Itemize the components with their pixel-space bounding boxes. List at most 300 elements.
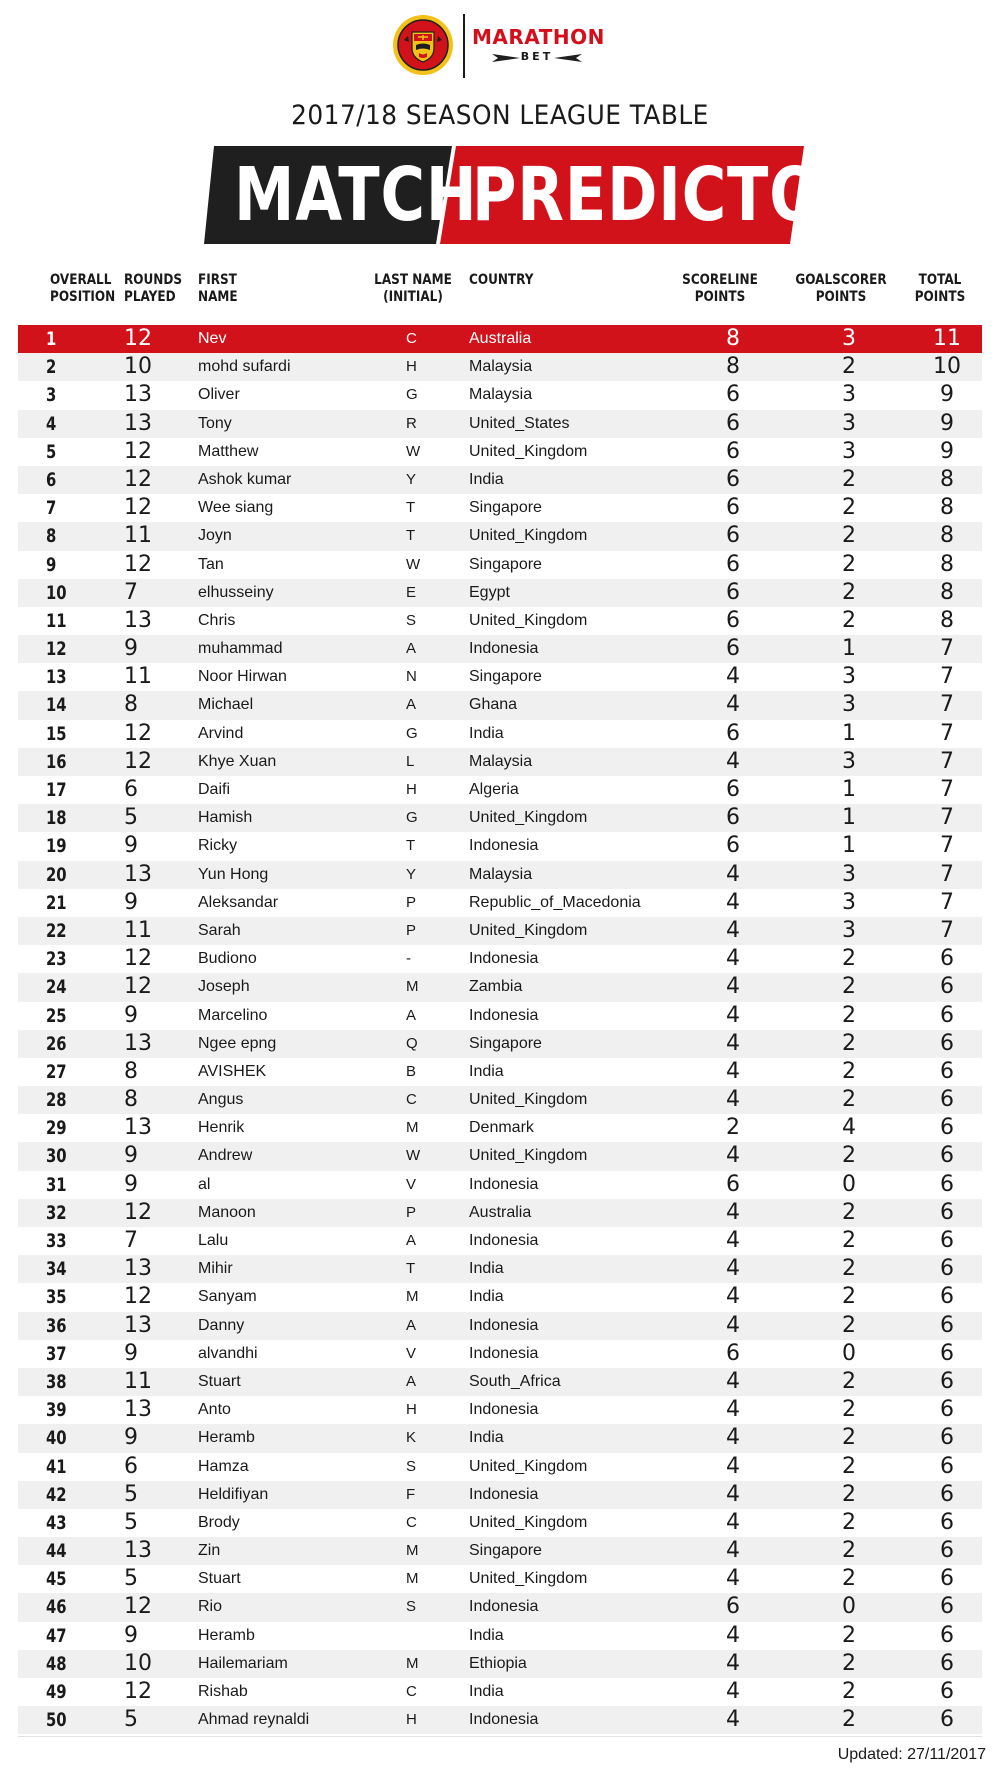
country-cell: Indonesia — [469, 1175, 539, 1193]
league-table — [18, 325, 982, 1734]
first-name-cell: Noor Hirwan — [198, 668, 287, 686]
country-cell: Ghana — [469, 696, 518, 714]
rounds-cell: 12 — [124, 438, 152, 464]
total-points-cell: 8 — [940, 607, 954, 633]
country-cell: Malaysia — [469, 358, 533, 376]
table-row — [18, 1678, 982, 1706]
last-initial-cell: V — [406, 1175, 417, 1193]
last-initial-cell: M — [406, 978, 419, 996]
table-row — [18, 1650, 982, 1678]
scoreline-points-cell: 4 — [726, 1679, 740, 1704]
first-name-cell: Arvind — [198, 724, 244, 742]
club-crest-icon — [392, 14, 454, 76]
table-row — [18, 1114, 982, 1142]
position-cell: 45 — [46, 1568, 67, 1591]
last-initial-cell: L — [406, 752, 415, 770]
goalscorer-points-cell: 1 — [842, 805, 856, 831]
total-points-cell: 9 — [940, 438, 954, 464]
table-row — [18, 1396, 982, 1424]
goalscorer-points-cell: 2 — [842, 1368, 856, 1394]
rounds-cell: 11 — [124, 1368, 152, 1394]
position-cell: 27 — [46, 1060, 67, 1083]
total-points-cell: 10 — [933, 354, 961, 380]
table-row — [18, 748, 982, 776]
total-points-cell: 7 — [940, 636, 954, 662]
goalscorer-points-cell: 2 — [842, 1256, 856, 1282]
total-points-cell: 6 — [940, 1453, 954, 1479]
first-name-cell: Joyn — [198, 527, 232, 545]
table-row — [18, 1030, 982, 1058]
country-cell: Singapore — [469, 1034, 542, 1052]
total-points-cell: 6 — [940, 1679, 954, 1704]
first-name-cell: Ngee epng — [198, 1034, 277, 1052]
table-row — [18, 776, 982, 804]
rounds-cell: 5 — [124, 1566, 138, 1592]
first-name-cell: Rishab — [198, 1683, 248, 1700]
rounds-cell: 12 — [124, 466, 152, 492]
header-rounds: ROUNDS PLAYED — [124, 272, 183, 305]
last-initial-cell: C — [406, 330, 417, 347]
first-name-cell: Chris — [198, 611, 236, 629]
last-initial-cell: V — [406, 1344, 417, 1362]
scoreline-points-cell: 4 — [726, 664, 740, 690]
scoreline-points-cell: 4 — [726, 1397, 740, 1423]
goalscorer-points-cell: 2 — [842, 1453, 856, 1479]
first-name-cell: Hailemariam — [198, 1654, 288, 1672]
banner-right-text: PREDICTOR — [472, 152, 870, 238]
total-points-cell: 6 — [940, 1538, 954, 1564]
goalscorer-points-cell: 2 — [842, 1030, 856, 1056]
table-row — [18, 438, 982, 466]
first-name-cell: Lalu — [198, 1232, 229, 1249]
position-cell: 6 — [46, 468, 57, 491]
total-points-cell: 6 — [940, 1087, 954, 1113]
total-points-cell: 9 — [940, 382, 954, 408]
scoreline-points-cell: 4 — [726, 1256, 740, 1282]
position-cell: 33 — [46, 1230, 67, 1252]
position-cell: 46 — [46, 1596, 67, 1619]
country-cell: Singapore — [469, 668, 542, 686]
last-initial-cell: N — [406, 668, 417, 686]
position-cell: 42 — [46, 1483, 67, 1506]
scoreline-points-cell: 6 — [726, 777, 740, 802]
goalscorer-points-cell: 2 — [842, 1087, 856, 1113]
scoreline-points-cell: 4 — [726, 1143, 740, 1169]
goalscorer-points-cell: 1 — [842, 636, 856, 662]
total-points-cell: 6 — [940, 1650, 954, 1676]
position-cell: 41 — [46, 1455, 67, 1478]
table-row — [18, 1227, 982, 1255]
total-points-cell: 7 — [940, 861, 954, 887]
header-country: COUNTRY — [469, 272, 534, 288]
goalscorer-points-cell: 2 — [842, 1199, 856, 1225]
total-points-cell: 8 — [940, 466, 954, 492]
last-initial-cell: G — [406, 724, 418, 742]
scoreline-points-cell: 6 — [726, 382, 740, 408]
position-cell: 44 — [46, 1540, 67, 1563]
position-cell: 17 — [46, 779, 67, 801]
scoreline-points-cell: 6 — [726, 495, 740, 521]
goalscorer-points-cell: 2 — [842, 1509, 856, 1535]
country-cell: Indonesia — [469, 1598, 539, 1616]
last-initial-cell: C — [406, 1091, 417, 1109]
rounds-cell: 13 — [124, 1397, 152, 1423]
goalscorer-points-cell: 2 — [842, 1143, 856, 1169]
scoreline-points-cell: 4 — [726, 1368, 740, 1394]
rounds-cell: 9 — [124, 636, 138, 662]
first-name-cell: Hamza — [198, 1457, 249, 1475]
rounds-cell: 5 — [124, 1481, 138, 1507]
country-cell: Indonesia — [469, 1006, 539, 1024]
country-cell: Indonesia — [469, 1711, 539, 1729]
position-cell: 5 — [46, 440, 57, 463]
first-name-cell: Danny — [198, 1316, 245, 1334]
scoreline-points-cell: 6 — [726, 1171, 740, 1197]
goalscorer-points-cell: 0 — [842, 1340, 856, 1366]
goalscorer-points-cell: 1 — [842, 833, 856, 859]
first-name-cell: Ashok kumar — [198, 470, 292, 488]
last-initial-cell: P — [406, 893, 417, 911]
position-cell: 14 — [46, 694, 67, 717]
table-row — [18, 1312, 982, 1340]
scoreline-points-cell: 4 — [726, 1509, 740, 1535]
total-points-cell: 6 — [940, 1199, 954, 1225]
scoreline-points-cell: 4 — [726, 889, 740, 915]
goalscorer-points-cell: 3 — [842, 410, 856, 436]
rounds-cell: 5 — [124, 805, 138, 831]
country-cell: Singapore — [469, 555, 542, 573]
country-cell: Egypt — [469, 583, 510, 601]
last-initial-cell: A — [406, 696, 417, 714]
rounds-cell: 8 — [124, 1087, 138, 1113]
scoreline-points-cell: 6 — [726, 720, 740, 746]
scoreline-points-cell: 4 — [726, 1481, 740, 1507]
position-cell: 4 — [46, 412, 57, 435]
scoreline-points-cell: 4 — [726, 1707, 740, 1733]
position-cell: 39 — [46, 1399, 67, 1422]
last-initial-cell: M — [406, 1119, 419, 1137]
table-row — [18, 1509, 982, 1537]
goalscorer-points-cell: 2 — [842, 1284, 856, 1310]
scoreline-points-cell: 6 — [726, 466, 740, 492]
last-initial-cell: S — [406, 611, 417, 629]
goalscorer-points-cell: 3 — [842, 917, 856, 943]
country-cell: India — [469, 1626, 504, 1644]
total-points-cell: 6 — [940, 1143, 954, 1169]
table-row — [18, 1453, 982, 1481]
total-points-cell: 6 — [940, 1509, 954, 1535]
total-points-cell: 6 — [940, 1397, 954, 1423]
table-row — [18, 1424, 982, 1452]
position-cell: 36 — [46, 1314, 67, 1337]
scoreline-points-cell: 4 — [726, 917, 740, 943]
total-points-cell: 7 — [940, 917, 954, 943]
last-initial-cell: - — [406, 950, 411, 968]
table-row — [18, 720, 982, 748]
country-cell: Algeria — [469, 781, 519, 798]
first-name-cell: Nev — [198, 330, 227, 347]
scoreline-points-cell: 6 — [726, 551, 740, 577]
first-name-cell: Zin — [198, 1542, 221, 1560]
position-cell: 2 — [46, 356, 57, 379]
scoreline-points-cell: 4 — [726, 1566, 740, 1592]
first-name-cell: Michael — [198, 696, 254, 714]
rounds-cell: 13 — [124, 861, 152, 887]
position-cell: 26 — [46, 1032, 67, 1055]
last-initial-cell: G — [406, 809, 418, 827]
goalscorer-points-cell: 2 — [842, 1538, 856, 1564]
goalscorer-points-cell: 2 — [842, 1397, 856, 1423]
total-points-cell: 8 — [940, 523, 954, 549]
country-cell: Indonesia — [469, 1232, 539, 1249]
last-initial-cell: T — [406, 527, 416, 545]
rounds-cell: 9 — [124, 1622, 138, 1648]
total-points-cell: 7 — [940, 805, 954, 831]
first-name-cell: AVISHEK — [198, 1062, 267, 1080]
total-points-cell: 7 — [940, 748, 954, 774]
last-initial-cell: S — [406, 1598, 417, 1616]
header-scoreline: SCORELINE POINTS — [682, 272, 758, 305]
last-initial-cell: B — [406, 1062, 417, 1080]
country-cell: United_Kingdom — [469, 527, 588, 545]
position-cell: 40 — [46, 1427, 67, 1450]
rounds-cell: 12 — [124, 326, 152, 351]
last-initial-cell: K — [406, 1429, 417, 1447]
country-cell: Republic_of_Macedonia — [469, 893, 641, 911]
scoreline-points-cell: 6 — [726, 607, 740, 633]
last-initial-cell: T — [406, 837, 416, 855]
country-cell: Australia — [469, 330, 532, 347]
first-name-cell: Manoon — [198, 1203, 256, 1221]
country-cell: Ethiopia — [469, 1654, 527, 1672]
rounds-cell: 13 — [124, 607, 152, 633]
scoreline-points-cell: 4 — [726, 1284, 740, 1310]
country-cell: Singapore — [469, 1542, 542, 1560]
country-cell: United_Kingdom — [469, 1570, 588, 1588]
table-row — [18, 381, 982, 409]
scoreline-points-cell: 6 — [726, 833, 740, 859]
country-cell: Indonesia — [469, 1344, 539, 1362]
rounds-cell: 11 — [124, 664, 152, 690]
total-points-cell: 7 — [940, 720, 954, 746]
country-cell: United_Kingdom — [469, 1147, 588, 1165]
table-row — [18, 466, 982, 494]
country-cell: United_Kingdom — [469, 809, 588, 827]
goalscorer-points-cell: 0 — [842, 1594, 856, 1620]
total-points-cell: 6 — [940, 1707, 954, 1733]
goalscorer-points-cell: 3 — [842, 692, 856, 718]
scoreline-points-cell: 6 — [726, 438, 740, 464]
rounds-cell: 9 — [124, 889, 138, 915]
first-name-cell: mohd sufardi — [198, 358, 291, 376]
banner-left-text: MATCH — [234, 152, 478, 238]
scoreline-points-cell: 4 — [726, 946, 740, 972]
rounds-cell: 13 — [124, 410, 152, 436]
scoreline-points-cell: 4 — [726, 1030, 740, 1056]
goalscorer-points-cell: 3 — [842, 438, 856, 464]
position-cell: 18 — [46, 807, 67, 830]
rounds-cell: 6 — [124, 777, 138, 802]
goalscorer-points-cell: 2 — [842, 1312, 856, 1338]
total-points-cell: 6 — [940, 1594, 954, 1620]
total-points-cell: 6 — [940, 1228, 954, 1253]
header-first-name: FIRST NAME — [198, 272, 238, 305]
last-initial-cell: W — [406, 1147, 421, 1165]
last-initial-cell: Q — [406, 1034, 418, 1052]
country-cell: Singapore — [469, 499, 542, 517]
first-name-cell: Stuart — [198, 1372, 241, 1390]
last-initial-cell: M — [406, 1654, 419, 1672]
scoreline-points-cell: 4 — [726, 861, 740, 887]
last-initial-cell — [406, 1622, 436, 1650]
table-row — [18, 804, 982, 832]
rounds-cell: 13 — [124, 382, 152, 408]
table-row — [18, 635, 982, 663]
sponsor-sub: BET — [520, 50, 554, 63]
country-cell: India — [469, 470, 504, 488]
table-row — [18, 832, 982, 860]
total-points-cell: 6 — [940, 1171, 954, 1197]
country-cell: India — [469, 1288, 504, 1306]
country-cell: India — [469, 1260, 504, 1278]
table-row — [18, 1142, 982, 1170]
rounds-cell: 10 — [124, 354, 152, 380]
goalscorer-points-cell: 2 — [842, 551, 856, 577]
scoreline-points-cell: 8 — [726, 354, 740, 380]
rounds-cell: 13 — [124, 1115, 152, 1141]
last-initial-cell: H — [406, 1401, 417, 1419]
table-row — [18, 691, 982, 719]
position-cell: 31 — [46, 1173, 67, 1196]
country-cell: United_Kingdom — [469, 1457, 588, 1475]
position-cell: 7 — [46, 497, 57, 520]
table-row — [18, 1706, 982, 1734]
goalscorer-points-cell: 0 — [842, 1171, 856, 1197]
total-points-cell: 6 — [940, 974, 954, 1000]
position-cell: 28 — [46, 1089, 67, 1112]
first-name-cell: Heramb — [198, 1429, 255, 1447]
header-position: OVERALL POSITION — [50, 272, 116, 305]
first-name-cell: Wee siang — [198, 499, 274, 517]
scoreline-points-cell: 4 — [726, 1087, 740, 1113]
position-cell: 25 — [46, 1004, 67, 1027]
first-name-cell: Aleksandar — [198, 893, 279, 911]
rounds-cell: 12 — [124, 1679, 152, 1704]
country-cell: Malaysia — [469, 752, 533, 770]
rounds-cell: 12 — [124, 1199, 152, 1225]
header-goalscorer: GOALSCORER POINTS — [795, 272, 887, 305]
last-initial-cell: M — [406, 1570, 419, 1588]
country-cell: India — [469, 724, 504, 742]
total-points-cell: 6 — [940, 1002, 954, 1028]
rounds-cell: 12 — [124, 551, 152, 577]
last-initial-cell: M — [406, 1542, 419, 1560]
position-cell: 16 — [46, 750, 67, 773]
first-name-cell: Ricky — [198, 837, 238, 855]
table-row — [18, 889, 982, 917]
goalscorer-points-cell: 3 — [842, 889, 856, 915]
goalscorer-points-cell: 2 — [842, 607, 856, 633]
table-row — [18, 1255, 982, 1283]
table-row — [18, 353, 982, 381]
goalscorer-points-cell: 2 — [842, 1679, 856, 1704]
goalscorer-points-cell: 2 — [842, 523, 856, 549]
scoreline-points-cell: 4 — [726, 748, 740, 774]
position-cell: 34 — [46, 1258, 67, 1281]
table-row — [18, 522, 982, 550]
country-cell: Indonesia — [469, 1316, 539, 1334]
scoreline-points-cell: 4 — [726, 1650, 740, 1676]
goalscorer-points-cell: 3 — [842, 664, 856, 690]
total-points-cell: 8 — [940, 495, 954, 521]
scoreline-points-cell: 4 — [726, 1312, 740, 1338]
right-wing-icon — [554, 53, 584, 63]
table-row — [18, 551, 982, 579]
table-row — [18, 1565, 982, 1593]
country-cell: Malaysia — [469, 865, 533, 883]
first-name-cell: Oliver — [198, 386, 240, 404]
sponsor-logo — [472, 25, 605, 76]
last-initial-cell: P — [406, 1203, 417, 1221]
total-points-cell: 6 — [940, 1566, 954, 1592]
first-name-cell: Budiono — [198, 950, 257, 968]
country-cell: Malaysia — [469, 386, 533, 404]
rounds-cell: 13 — [124, 1256, 152, 1282]
last-initial-cell: M — [406, 1288, 419, 1306]
updated-date: Updated: 27/11/2017 — [837, 1746, 986, 1763]
goalscorer-points-cell: 2 — [842, 1622, 856, 1648]
first-name-cell: Joseph — [198, 978, 250, 996]
position-cell: 15 — [46, 722, 67, 745]
position-cell: 29 — [46, 1117, 67, 1140]
total-points-cell: 6 — [940, 1425, 954, 1451]
rounds-cell: 12 — [124, 1594, 152, 1620]
goalscorer-points-cell: 2 — [842, 946, 856, 972]
scoreline-points-cell: 4 — [726, 1228, 740, 1253]
total-points-cell: 6 — [940, 1058, 954, 1084]
position-cell: 3 — [46, 384, 57, 407]
first-name-cell: Tan — [198, 555, 224, 573]
total-points-cell: 6 — [940, 1256, 954, 1282]
table-row — [18, 1537, 982, 1565]
position-cell: 9 — [46, 553, 57, 576]
last-initial-cell: G — [406, 386, 418, 404]
last-initial-cell: A — [406, 1372, 417, 1390]
goalscorer-points-cell: 3 — [842, 748, 856, 774]
position-cell: 13 — [46, 666, 67, 689]
brand-header — [0, 14, 1000, 80]
table-row — [18, 607, 982, 635]
total-points-cell: 6 — [940, 1368, 954, 1394]
first-name-cell: muhammad — [198, 640, 283, 658]
rounds-cell: 6 — [124, 1453, 138, 1479]
position-cell: 23 — [46, 948, 67, 971]
table-row-leader — [18, 325, 982, 353]
last-initial-cell: T — [406, 499, 416, 517]
goalscorer-points-cell: 2 — [842, 1002, 856, 1028]
first-name-cell: Brody — [198, 1513, 240, 1531]
table-row — [18, 663, 982, 691]
first-name-cell: Daifi — [198, 781, 231, 798]
table-row — [18, 1002, 982, 1030]
goalscorer-points-cell: 3 — [842, 326, 856, 351]
table-row — [18, 1283, 982, 1311]
total-points-cell: 6 — [940, 1284, 954, 1310]
first-name-cell: Heldifiyan — [198, 1485, 269, 1503]
first-name-cell: Henrik — [198, 1119, 245, 1137]
scoreline-points-cell: 8 — [726, 326, 740, 351]
goalscorer-points-cell: 2 — [842, 1650, 856, 1676]
